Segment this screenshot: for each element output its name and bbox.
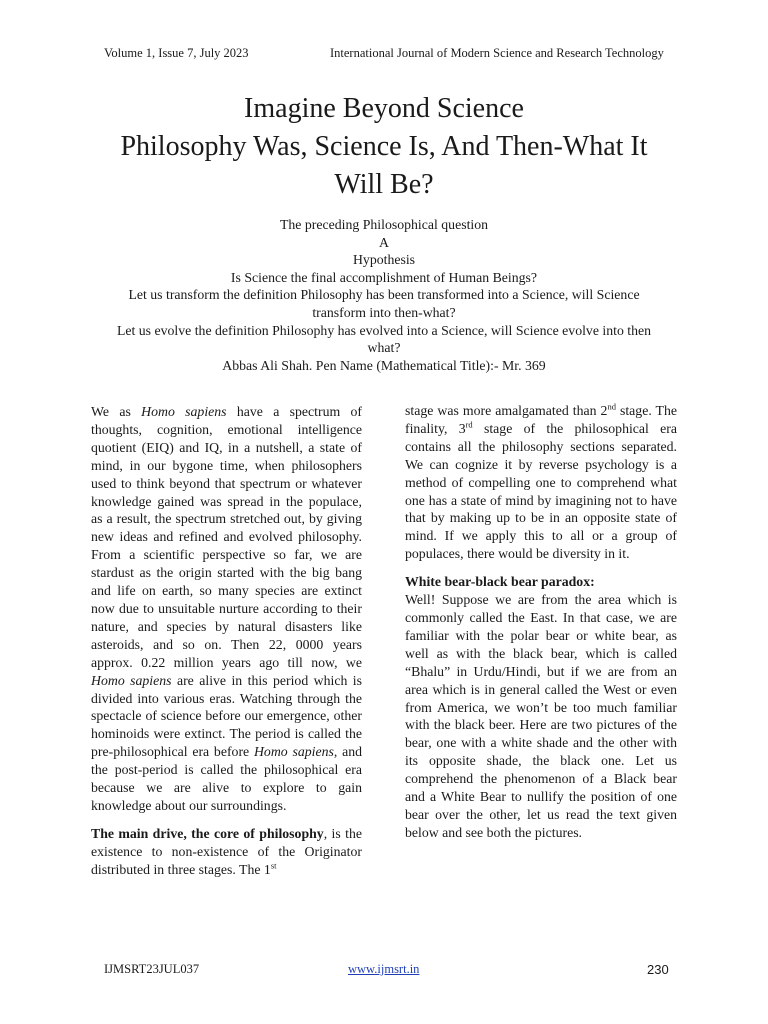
bold-run: he main drive, the core of philosophy xyxy=(100,825,324,841)
subtitle-block xyxy=(60,216,708,374)
ordinal-suffix: nd xyxy=(607,401,616,412)
subtitle-line: Let us transform the definition Philosophy has been transformed into a Science, will Science xyxy=(128,287,640,303)
section-heading: White bear-black bear paradox: xyxy=(405,574,595,590)
stages-paragraph xyxy=(405,402,677,563)
species-name: Homo sapiens xyxy=(141,404,227,419)
species-name: Homo sapiens xyxy=(91,672,172,688)
main-drive-paragraph xyxy=(91,825,362,879)
subtitle-line: Is Science the final accomplishment of Human Beings? xyxy=(230,269,538,285)
subtitle-line: A xyxy=(379,234,389,250)
issue-info: Volume 1, Issue 7, July 2023 xyxy=(104,46,249,60)
journal-link[interactable]: www.ijmsrt.in xyxy=(348,962,420,976)
subtitle-line: transform into then-what? xyxy=(312,304,456,320)
article-code: IJMSRT23JUL037 xyxy=(104,962,200,976)
author-line: Abbas Ali Shah. Pen Name (Mathematical Title):- Mr. 369 xyxy=(222,357,546,373)
text-run: have a spectrum of thoughts, cognition, emotional intelligence quotient (EIQ) and IQ, in a nutshell, a state of mind, in our bygone time, when philosophers used to think beyond that spectrum or whatever knowledge gained was spread in the populace, as a result, the spectrum stretched out, by giving new ideas and refined and evolved philosophy. From a scientific perspective so far, we are stardust as the origin started with the big bang and life on earth, so many species are extinct now due to unsuitable nurture according to their nature, and species by natural disasters like asteroids, and so on. Then 22, 0000 years approx. 0.22 million years ago till now, we xyxy=(91,404,362,670)
subtitle-line: The preceding Philosophical question xyxy=(279,217,489,232)
text-run: stage of the philosophical era contains all the philosophy sections separated. We can cognize it by reverse psychology is a method of compelling one to comprehend what one has a state of mind by imagining not to have that by making up to be in an opposite state of mind. If we apply this to all or a group of populaces, there would be diversity in it. xyxy=(405,420,678,562)
article-title xyxy=(60,90,708,204)
title-line-3: Will Be? xyxy=(334,169,434,200)
bold-run: T xyxy=(91,825,101,841)
text-run: We as xyxy=(91,404,142,419)
subtitle-line: Hypothesis xyxy=(352,252,416,268)
page-number: 230 xyxy=(647,962,669,977)
text-run: are alive in this period which is divided into various eras. Watching through the spectacle of science before our emergence, other hominoids were extinct. The period is called the pre-philosophical era before xyxy=(91,672,362,760)
paradox-paragraph: Well! Suppose we are from the area which is commonly called the East. In that case, we are familiar with the polar bear or white bear, as well as with the black bear, which is called “Bhalu” in Urdu/Hindi, but if we are from an area which is in general called the West or even from America, we won’t be too much familiar with the black beer. Here are two pictures of the bear, one with a white shade and the other with its opposite shade, the black one. Let us comprehend the phenomenon of a Black bear and a White Bear to nullify the position of one bear over the other, let us read the text given below and see both the pictures. xyxy=(405,592,677,840)
ordinal-suffix: st xyxy=(270,860,277,871)
text-run: , is the existence to non-existence of the Originator distributed in three stages. The 1 xyxy=(91,825,362,877)
journal-name: International Journal of Modern Science and Research Technology xyxy=(330,46,664,60)
right-column xyxy=(405,402,677,842)
text-run: stage was more amalgamated than 2 xyxy=(405,403,608,418)
intro-paragraph xyxy=(91,403,362,815)
ordinal-suffix: rd xyxy=(465,419,473,430)
text-run: , and the post-period is called the philosophical era because we are alive to explore to gain knowledge about our surroundings. xyxy=(91,744,362,813)
title-line-1: Imagine Beyond Science xyxy=(244,93,524,124)
title-line-2: Philosophy Was, Science Is, And Then-What It xyxy=(120,131,648,162)
species-name: Homo sapiens xyxy=(253,744,334,760)
subtitle-line: Let us evolve the definition Philosophy has evolved into a Science, will Science evolve into then xyxy=(116,322,652,338)
text-run: stage. The finality, 3 xyxy=(405,403,677,436)
left-column xyxy=(91,403,362,879)
subtitle-line: what? xyxy=(367,340,401,356)
